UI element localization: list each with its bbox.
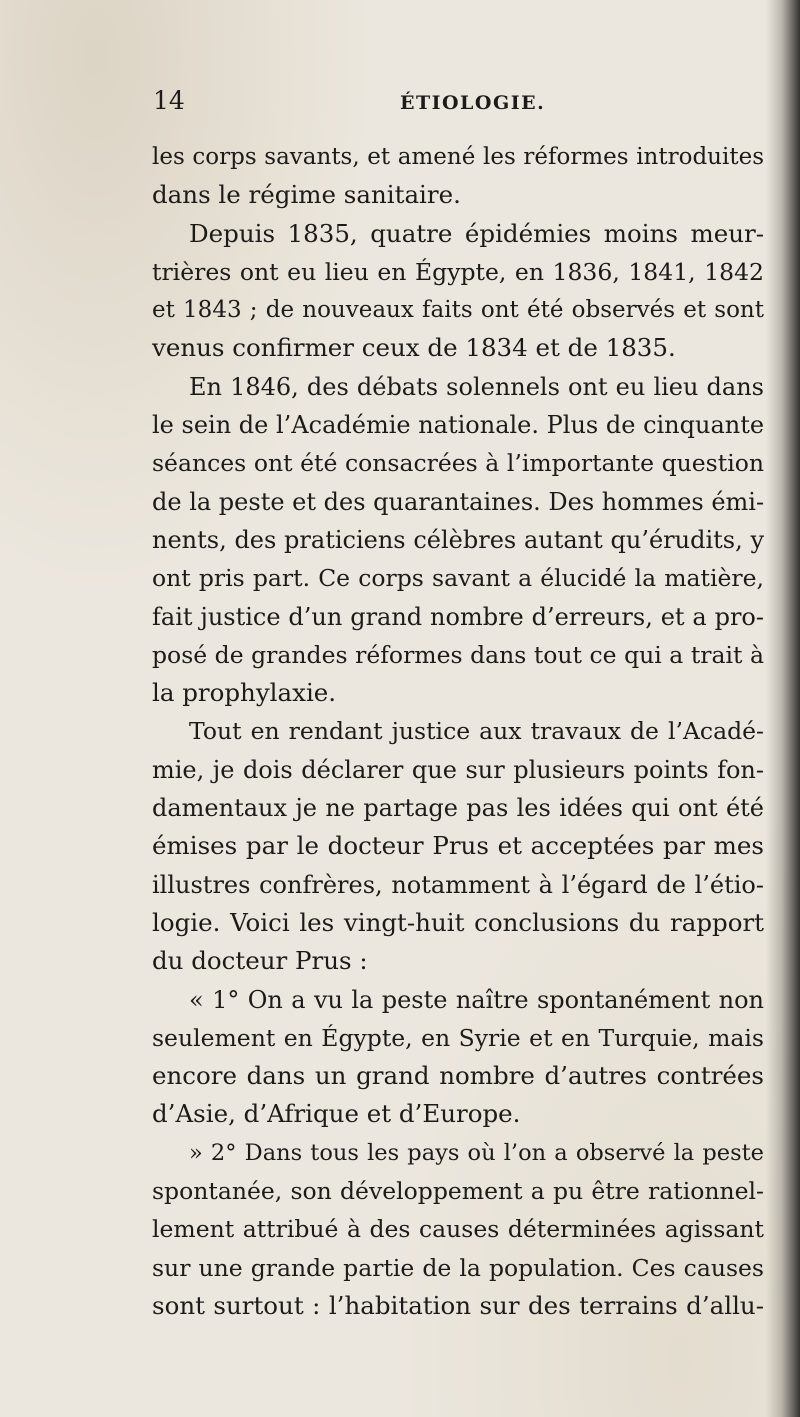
text-line: les corps savants, et amené les réformes introduites bbox=[152, 144, 764, 170]
text-line: lement attribué à des causes déterminées agissant bbox=[152, 1215, 764, 1244]
text-line: mie, je dois déclarer que sur plusieurs points fon- bbox=[152, 755, 764, 784]
text-line: posé de grandes réformes dans tout ce qui a trait à bbox=[152, 640, 764, 669]
text-line: du docteur Prus : bbox=[152, 946, 368, 976]
running-head bbox=[153, 86, 753, 120]
text-line: damentaux je ne partage pas les idées qui ont été bbox=[152, 794, 764, 823]
text-line: venus confirmer ceux de 1834 et de 1835. bbox=[152, 333, 676, 363]
text-line: la prophylaxie. bbox=[152, 678, 337, 708]
text-line: encore dans un grand nombre d’autres contrées bbox=[152, 1061, 764, 1091]
text-line: illustres confrères, notamment à l’égard de l’étio- bbox=[152, 870, 764, 899]
page-number: 14 bbox=[153, 86, 185, 115]
text-line: Depuis 1835, quatre épidémies moins meur- bbox=[189, 218, 764, 248]
text-line: dans le régime sanitaire. bbox=[152, 180, 461, 210]
text-line: Tout en rendant justice aux travaux de l’Acadé- bbox=[189, 717, 764, 746]
text-line: le sein de l’Académie nationale. Plus de cinquante bbox=[152, 411, 765, 440]
spine-shadow bbox=[766, 0, 800, 1417]
text-line: » 2° Dans tous les pays où l’on a observé la peste bbox=[189, 1139, 764, 1166]
text-line: spontanée, son développement a pu être rationnel- bbox=[152, 1177, 764, 1206]
text-line: En 1846, des débats solennels ont eu lieu dans bbox=[189, 372, 764, 401]
text-line: d’Asie, d’Afrique et d’Europe. bbox=[152, 1099, 521, 1129]
text-line: et 1843 ; de nouveaux faits ont été observés et sont bbox=[152, 297, 764, 324]
text-line: trières ont eu lieu en Égypte, en 1836, 1841, 1842 bbox=[152, 257, 764, 286]
text-line: seulement en Égypte, en Syrie et en Turquie, mais bbox=[152, 1023, 764, 1052]
text-line: fait justice d’un grand nombre d’erreurs, et a pro- bbox=[152, 602, 764, 631]
text-line: séances ont été consacrées à l’importante question bbox=[152, 449, 764, 478]
running-title: ÉTIOLOGIE. bbox=[400, 92, 546, 114]
text-line: « 1° On a vu la peste naître spontanément non bbox=[189, 985, 764, 1014]
text-line: sont surtout : l’habitation sur des terrains d’allu- bbox=[152, 1290, 764, 1320]
text-line: de la peste et des quarantaines. Des hommes émi- bbox=[152, 487, 765, 516]
body-text bbox=[152, 138, 764, 1325]
text-line: logie. Voici les vingt-huit conclusions du rapport bbox=[152, 907, 764, 937]
text-line: émises par le docteur Prus et acceptées par mes bbox=[152, 831, 764, 861]
text-line: sur une grande partie de la population. Ces causes bbox=[152, 1253, 764, 1282]
text-line: ont pris part. Ce corps savant a élucidé la matière, bbox=[152, 564, 764, 593]
text-line: nents, des praticiens célèbres autant qu’érudits, y bbox=[152, 525, 764, 554]
